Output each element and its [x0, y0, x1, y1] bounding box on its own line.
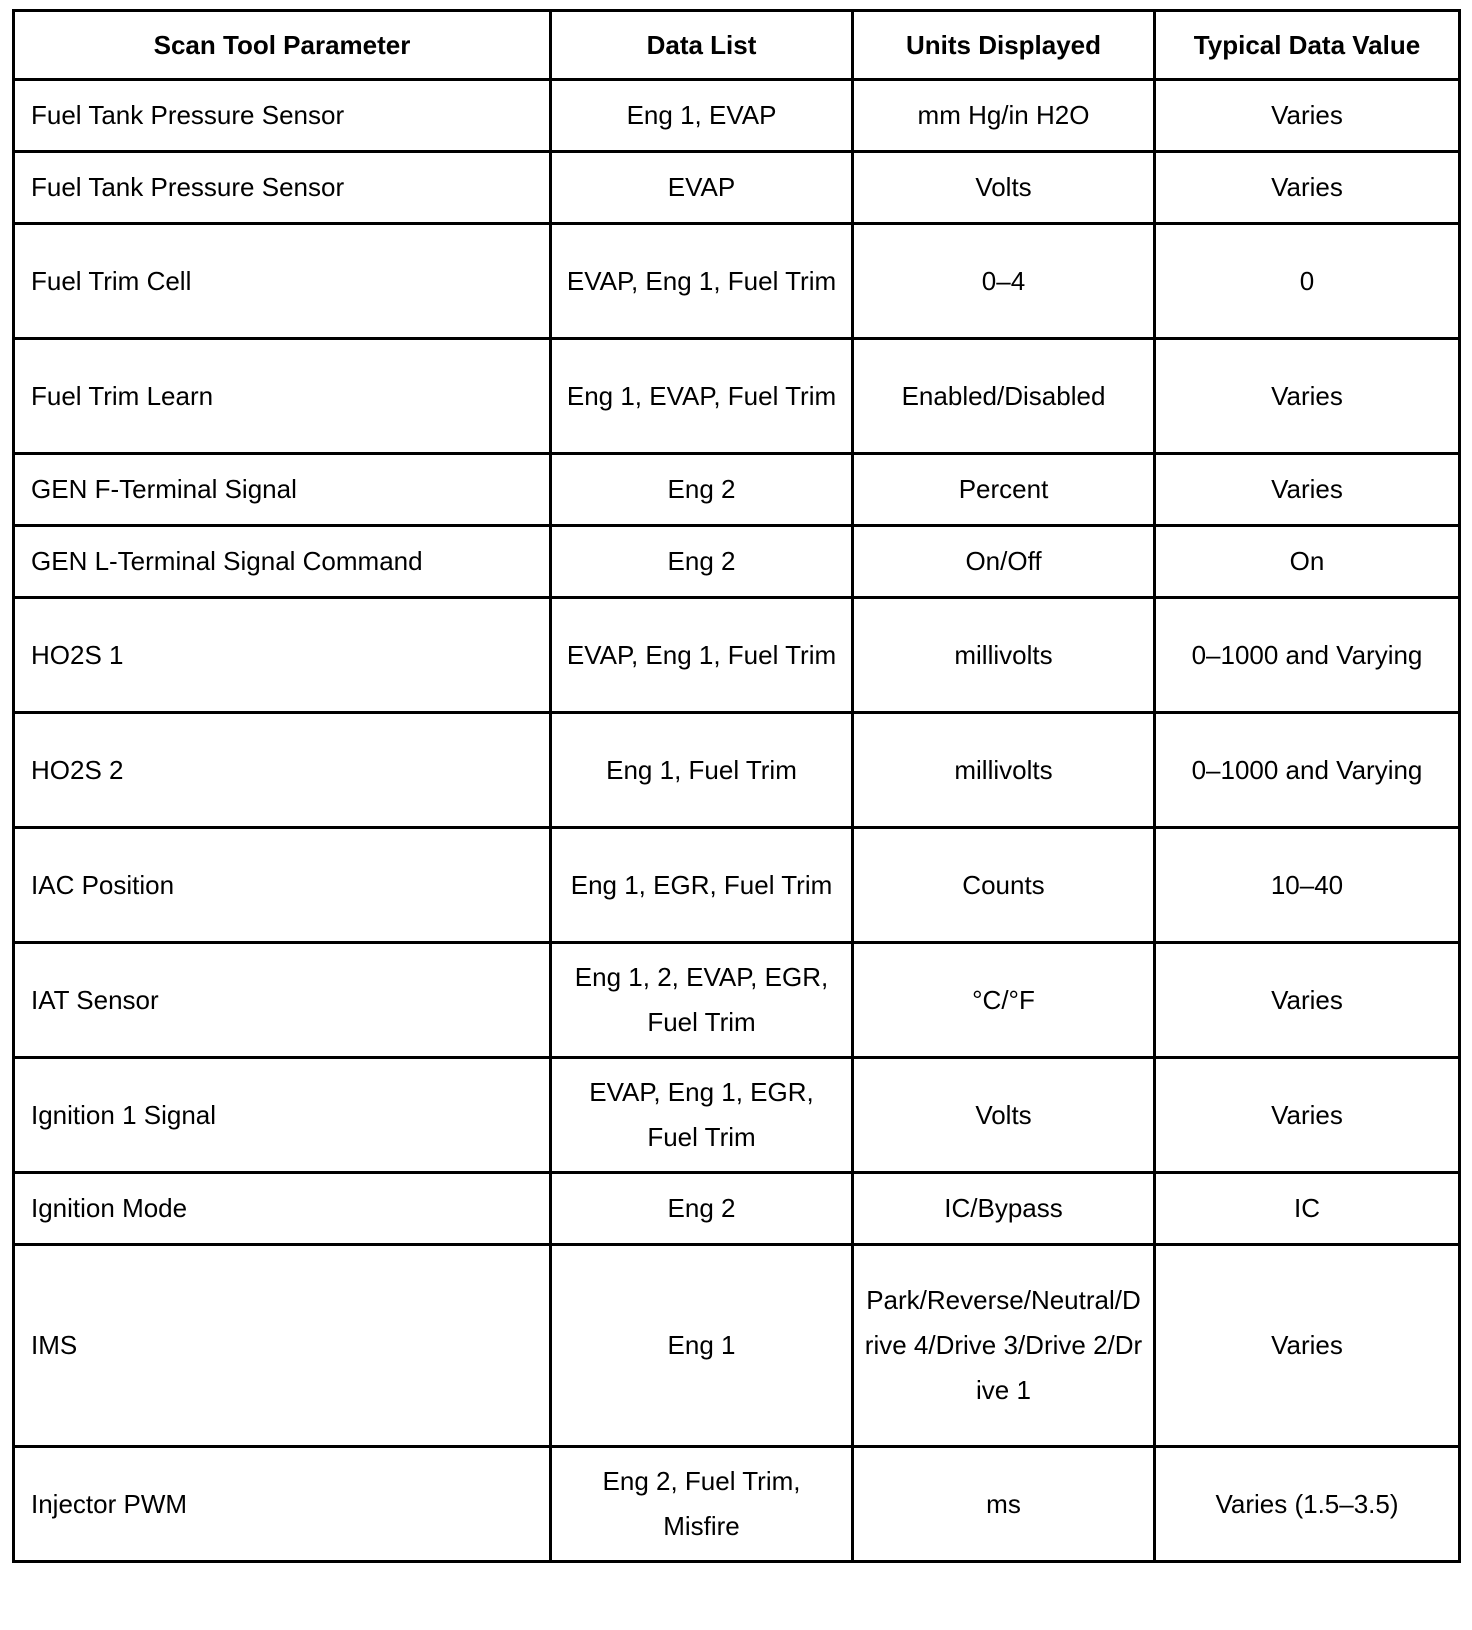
cell-parameter: HO2S 2 [14, 713, 551, 828]
cell-units: Counts [853, 828, 1155, 943]
table-row [14, 1173, 1460, 1245]
table-row [14, 598, 1460, 713]
cell-typical-value: 0–1000 and Varying [1155, 713, 1460, 828]
cell-units: mm Hg/in H2O [853, 80, 1155, 152]
cell-data-list: EVAP [551, 152, 853, 224]
cell-data-list: Eng 2 [551, 526, 853, 598]
table-row [14, 943, 1460, 1058]
table-row [14, 1447, 1460, 1562]
table-row [14, 828, 1460, 943]
cell-units: Park/Reverse/Neutral/Drive 4/Drive 3/Drive 2/Drive 1 [853, 1245, 1155, 1447]
cell-data-list: EVAP, Eng 1, Fuel Trim [551, 224, 853, 339]
header-data-list: Data List [551, 11, 853, 80]
cell-typical-value: On [1155, 526, 1460, 598]
cell-units: millivolts [853, 713, 1155, 828]
cell-units: millivolts [853, 598, 1155, 713]
cell-units: ms [853, 1447, 1155, 1562]
table-row [14, 526, 1460, 598]
cell-units: On/Off [853, 526, 1155, 598]
cell-units: °C/°F [853, 943, 1155, 1058]
cell-parameter: Fuel Trim Cell [14, 224, 551, 339]
cell-typical-value: Varies [1155, 454, 1460, 526]
cell-typical-value: 10–40 [1155, 828, 1460, 943]
cell-typical-value: Varies [1155, 339, 1460, 454]
cell-units: Enabled/Disabled [853, 339, 1155, 454]
header-units-displayed: Units Displayed [853, 11, 1155, 80]
cell-typical-value: Varies [1155, 152, 1460, 224]
cell-units: 0–4 [853, 224, 1155, 339]
cell-parameter: GEN F-Terminal Signal [14, 454, 551, 526]
cell-units: IC/Bypass [853, 1173, 1155, 1245]
table-row [14, 152, 1460, 224]
table-row [14, 1058, 1460, 1173]
cell-parameter: HO2S 1 [14, 598, 551, 713]
cell-parameter: GEN L-Terminal Signal Command [14, 526, 551, 598]
scan-tool-data-table [12, 9, 1461, 1563]
cell-parameter: IAC Position [14, 828, 551, 943]
table-row [14, 1245, 1460, 1447]
header-scan-tool-parameter: Scan Tool Parameter [14, 11, 551, 80]
cell-units: Volts [853, 1058, 1155, 1173]
cell-data-list: Eng 1, Fuel Trim [551, 713, 853, 828]
cell-parameter: Ignition Mode [14, 1173, 551, 1245]
cell-data-list: Eng 2, Fuel Trim, Misfire [551, 1447, 853, 1562]
cell-data-list: Eng 1 [551, 1245, 853, 1447]
cell-parameter: IMS [14, 1245, 551, 1447]
cell-typical-value: Varies [1155, 943, 1460, 1058]
cell-typical-value: Varies (1.5–3.5) [1155, 1447, 1460, 1562]
cell-units: Volts [853, 152, 1155, 224]
cell-data-list: Eng 2 [551, 454, 853, 526]
cell-data-list: EVAP, Eng 1, Fuel Trim [551, 598, 853, 713]
table-row [14, 339, 1460, 454]
table-row [14, 713, 1460, 828]
cell-parameter: Fuel Tank Pressure Sensor [14, 80, 551, 152]
header-row [14, 11, 1460, 80]
table-row [14, 80, 1460, 152]
cell-parameter: Ignition 1 Signal [14, 1058, 551, 1173]
cell-typical-value: IC [1155, 1173, 1460, 1245]
cell-parameter: Fuel Tank Pressure Sensor [14, 152, 551, 224]
cell-typical-value: 0 [1155, 224, 1460, 339]
cell-data-list: Eng 1, 2, EVAP, EGR, Fuel Trim [551, 943, 853, 1058]
cell-parameter: Injector PWM [14, 1447, 551, 1562]
cell-data-list: Eng 1, EVAP [551, 80, 853, 152]
cell-typical-value: Varies [1155, 80, 1460, 152]
table-row [14, 224, 1460, 339]
cell-data-list: Eng 2 [551, 1173, 853, 1245]
header-typical-data-value: Typical Data Value [1155, 11, 1460, 80]
cell-parameter: Fuel Trim Learn [14, 339, 551, 454]
cell-typical-value: 0–1000 and Varying [1155, 598, 1460, 713]
cell-data-list: Eng 1, EGR, Fuel Trim [551, 828, 853, 943]
table-row [14, 454, 1460, 526]
cell-typical-value: Varies [1155, 1245, 1460, 1447]
cell-data-list: Eng 1, EVAP, Fuel Trim [551, 339, 853, 454]
cell-typical-value: Varies [1155, 1058, 1460, 1173]
cell-parameter: IAT Sensor [14, 943, 551, 1058]
cell-data-list: EVAP, Eng 1, EGR, Fuel Trim [551, 1058, 853, 1173]
cell-units: Percent [853, 454, 1155, 526]
